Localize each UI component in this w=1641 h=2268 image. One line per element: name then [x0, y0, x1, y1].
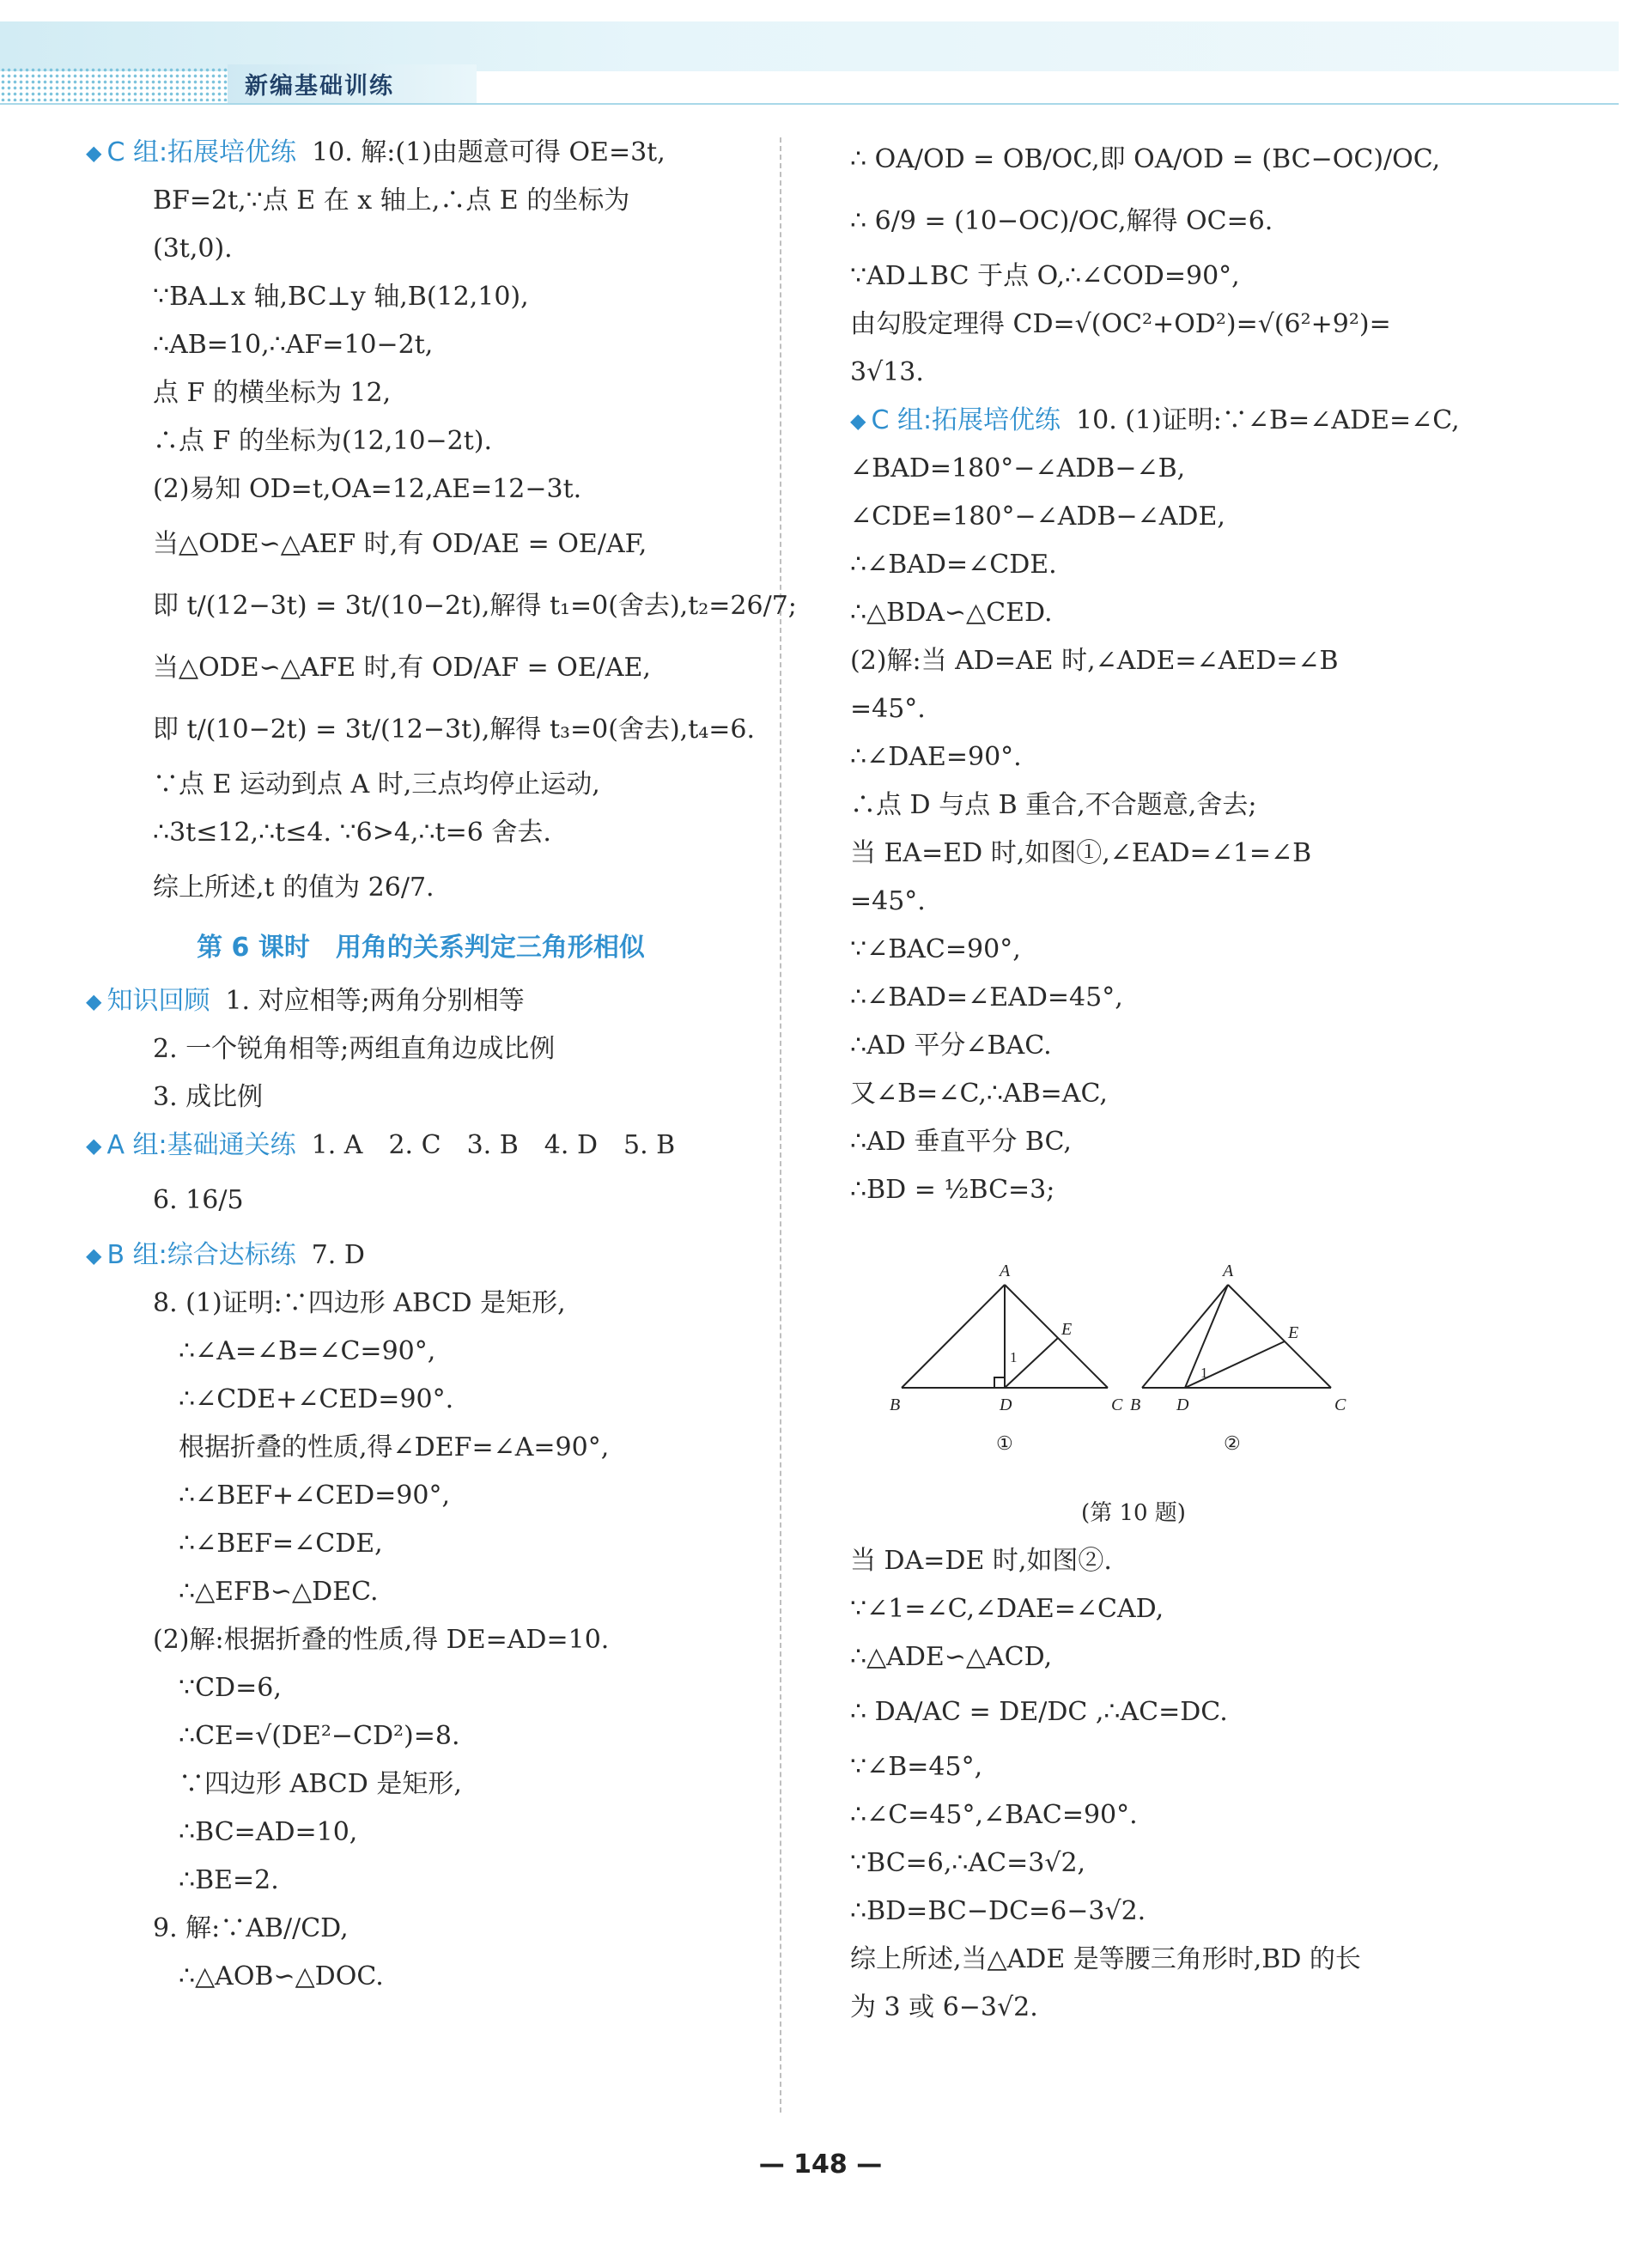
section-badge-label: C 组:拓展培优练: [106, 137, 297, 167]
answer-text: ∴∠C=45°,∠BAC=90°.: [850, 1800, 1138, 1830]
answer-line: [86, 417, 756, 465]
answer-line: [86, 514, 756, 575]
left-column: [86, 129, 797, 2001]
fig1-side-ab: [902, 1285, 1005, 1388]
answer-line: [850, 1791, 1468, 1839]
answer-text: ∴BD = ½BC=3;: [850, 1175, 1055, 1205]
answer-text: ∴BE=2.: [179, 1865, 279, 1895]
answer-text: ∴AD 平分∠BAC.: [850, 1031, 1052, 1061]
answer-text: ∵CD=6,: [179, 1673, 282, 1703]
answer-line: [850, 397, 1468, 445]
answer-line: [850, 1633, 1468, 1681]
answer-line: [86, 575, 797, 637]
lesson-title: 第 6 课时 用角的关系判定三角形相似: [197, 933, 645, 963]
answer-text: 根据折叠的性质,得∠DEF=∠A=90°,: [179, 1432, 610, 1462]
answer-line: [850, 1118, 1468, 1166]
answer-line: [86, 1664, 756, 1712]
answer-line: [850, 349, 1468, 397]
answer-text: 综上所述,当△ADE 是等腰三角形时,BD 的长: [850, 1944, 1361, 1974]
fig1-label-a: A: [1000, 1262, 1011, 1280]
answer-line: [86, 637, 756, 699]
answer-text: 7. D: [311, 1240, 365, 1270]
fig2-label-e: E: [1288, 1323, 1299, 1342]
answer-text: 点 F 的横坐标为 12,: [153, 378, 392, 408]
answer-line: [86, 1616, 756, 1664]
answer-text: 9. 解:∵AB//CD,: [153, 1913, 349, 1943]
answer-text: ∴AB=10,∴AF=10−2t,: [153, 330, 434, 360]
fig2-number: ②: [1224, 1432, 1241, 1454]
figure-caption: (第 10 题): [1081, 1500, 1186, 1526]
answer-line: [86, 1520, 756, 1568]
answer-text: 当△ODE∽△AEF 时,有 OD/AE = OE/AF,: [153, 529, 647, 559]
section-badge-label: A 组:基础通关练: [106, 1130, 296, 1160]
answer-line: [850, 1743, 1468, 1791]
answer-line: [850, 541, 1468, 589]
answer-line: [86, 1025, 756, 1073]
left-answer-block-2: [86, 977, 756, 2001]
answer-text: ∴∠A=∠B=∠C=90°,: [179, 1336, 436, 1366]
section-badge-label: 知识回顾: [106, 986, 210, 1016]
answer-text: ∴∠BAD=∠CDE.: [850, 550, 1057, 580]
answer-line: [850, 301, 1468, 349]
answer-line: [850, 1022, 1468, 1070]
fig2-angle-label: 1: [1200, 1365, 1208, 1381]
answer-line: [86, 1122, 756, 1170]
answer-line: [86, 1568, 756, 1616]
diamond-icon: ◆: [86, 1243, 102, 1268]
right-answer-block-1: [850, 129, 1468, 1214]
answer-text: =45°.: [850, 694, 926, 724]
answer-line: [850, 1070, 1468, 1118]
fig1-label-c: C: [1111, 1395, 1123, 1414]
answer-text: ∴点 D 与点 B 重合,不合题意,舍去;: [850, 790, 1257, 820]
answer-line: [86, 1472, 756, 1520]
page-number: — 148 —: [758, 2149, 883, 2180]
section-badge-label: C 组:拓展培优练: [871, 405, 1061, 435]
answer-text: ∴3t≤12,∴t≤4. ∵6>4,∴t=6 舍去.: [153, 818, 551, 848]
fig1-label-e: E: [1061, 1320, 1073, 1339]
answer-line: [86, 273, 756, 321]
answer-line: [850, 1984, 1468, 2032]
answer-text: ∴∠BAD=∠EAD=45°,: [850, 982, 1123, 1012]
answer-line: [850, 685, 1468, 733]
answer-text: ∴△EFB∽△DEC.: [179, 1577, 379, 1607]
answer-line: [86, 177, 756, 225]
answer-text: ∴AD 垂直平分 BC,: [850, 1127, 1072, 1157]
answer-text: ∵点 E 运动到点 A 时,三点均停止运动,: [153, 769, 600, 800]
figure-1: [902, 1285, 1108, 1388]
answer-line: [850, 191, 1468, 252]
answer-line: [86, 1857, 756, 1905]
header-dot-pattern: [0, 67, 228, 101]
answer-text: ∴点 F 的坐标为(12,10−2t).: [153, 426, 492, 456]
answer-line: [850, 1166, 1468, 1214]
fig2-label-d: D: [1176, 1395, 1189, 1414]
answer-line: [850, 1888, 1468, 1936]
answer-text: ∴CE=√(DE²−CD²)=8.: [179, 1721, 460, 1751]
answer-line: [850, 589, 1468, 637]
fig1-right-angle-mark: [994, 1377, 1005, 1388]
answer-text: ∵∠B=45°,: [850, 1752, 983, 1782]
section-badge-label: B 组:综合达标练: [106, 1240, 296, 1270]
answer-text: 1. 对应相等;两角分别相等: [225, 986, 525, 1016]
answer-text: ∴∠DAE=90°.: [850, 742, 1022, 772]
answer-text: 8. (1)证明:∵四边形 ABCD 是矩形,: [153, 1288, 566, 1318]
right-column: [850, 129, 1468, 2032]
answer-text: 当△ODE∽△AFE 时,有 OD/AF = OE/AE,: [153, 653, 651, 683]
answer-line: [86, 1231, 756, 1280]
answer-text: 10. 解:(1)由题意可得 OE=3t,: [312, 137, 666, 167]
answer-text: ∠BAD=180°−∠ADB−∠B,: [850, 453, 1186, 483]
fig2-label-a: A: [1223, 1262, 1234, 1280]
answer-text: 2. 一个锐角相等;两组直角边成比例: [153, 1034, 556, 1064]
fig1-angle-label: 1: [1010, 1349, 1018, 1365]
answer-text: 即 t/(10−2t) = 3t/(12−3t),解得 t₃=0(舍去),t₄=6.: [153, 714, 756, 745]
answer-text: (2)易知 OD=t,OA=12,AE=12−3t.: [153, 474, 582, 504]
answer-line: [86, 369, 756, 417]
section-badge: [850, 397, 1061, 445]
header-rule: [0, 103, 1619, 105]
section-badge: [86, 129, 296, 177]
answer-line: [850, 252, 1468, 301]
answer-line: [86, 1170, 756, 1231]
diamond-icon: ◆: [86, 141, 102, 165]
answer-line: [850, 1585, 1468, 1633]
diamond-icon: ◆: [86, 989, 102, 1013]
fig2-side-ab: [1142, 1285, 1228, 1388]
right-answer-block-2: [850, 1537, 1468, 2032]
answer-line: [86, 1280, 756, 1328]
fig2-label-c: C: [1334, 1395, 1346, 1414]
column-divider: [780, 137, 781, 2113]
answer-text: ∵BC=6,∴AC=3√2,: [850, 1848, 1086, 1878]
left-answer-block-1: [86, 129, 797, 919]
answer-text: ∵四边形 ABCD 是矩形,: [179, 1769, 462, 1799]
answer-text: ∴∠BEF+∠CED=90°,: [179, 1481, 451, 1511]
answer-text: ∴△AOB∽△DOC.: [179, 1961, 384, 1991]
answer-text: ∴△BDA∽△CED.: [850, 598, 1053, 628]
answer-line: [86, 809, 756, 857]
answer-line: [850, 878, 1468, 926]
answer-line: [850, 445, 1468, 493]
answer-text: ∠CDE=180°−∠ADB−∠ADE,: [850, 502, 1225, 532]
answer-line: [86, 465, 756, 514]
answer-line: [86, 1953, 756, 2001]
answer-text: 10. (1)证明:∵∠B=∠ADE=∠C,: [1076, 405, 1460, 435]
answer-line: [86, 225, 756, 273]
answer-text: ∵∠1=∠C,∠DAE=∠CAD,: [850, 1594, 1164, 1624]
answer-text: ∴ DA/AC = DE/DC ,∴AC=DC.: [850, 1697, 1228, 1727]
answer-text: (2)解:当 AD=AE 时,∠ADE=∠AED=∠B: [850, 646, 1339, 676]
section-badge: [86, 1122, 296, 1170]
answer-text: ∵∠BAC=90°,: [850, 934, 1021, 964]
diamond-icon: ◆: [850, 409, 866, 433]
answer-text: 当 EA=ED 时,如图①,∠EAD=∠1=∠B: [850, 838, 1312, 868]
answer-text: =45°.: [850, 886, 926, 916]
answer-line: [850, 974, 1468, 1022]
fig2-label-b: B: [1130, 1395, 1141, 1414]
figure-2: [1142, 1285, 1331, 1388]
answer-text: 为 3 或 6−3√2.: [850, 1992, 1038, 2022]
answer-line: [850, 1839, 1468, 1888]
answer-line: [86, 1073, 756, 1122]
answer-line: [850, 637, 1468, 685]
fig2-side-ac: [1228, 1285, 1331, 1388]
answer-text: (2)解:根据折叠的性质,得 DE=AD=10.: [153, 1625, 610, 1655]
answer-text: 3. 成比例: [153, 1082, 264, 1112]
answer-line: [86, 761, 756, 809]
answer-line: [86, 1424, 756, 1472]
answer-text: ∴ OA/OD = OB/OC,即 OA/OD = (BC−OC)/OC,: [850, 144, 1441, 174]
answer-text: 综上所述,t 的值为 26/7.: [153, 873, 435, 903]
answer-line: [850, 493, 1468, 541]
answer-line: [86, 1760, 756, 1809]
answer-line: [850, 830, 1468, 878]
fig1-number: ①: [996, 1432, 1013, 1454]
section-badge: [86, 977, 210, 1025]
answer-text: ∵AD⊥BC 于点 O,∴∠COD=90°,: [850, 261, 1240, 291]
answer-line: [86, 1712, 756, 1760]
answer-line: [850, 1681, 1468, 1743]
answer-text: 1. A 2. C 3. B 4. D 5. B: [311, 1130, 676, 1160]
answer-line: [86, 977, 756, 1025]
answer-line: [850, 926, 1468, 974]
answer-line: [86, 1376, 756, 1424]
answer-text: ∴∠CDE+∠CED=90°.: [179, 1384, 454, 1414]
answer-line: [86, 129, 756, 177]
answer-text: 6. 16/5: [153, 1185, 244, 1215]
fig1-label-d: D: [1000, 1395, 1012, 1414]
answer-text: ∴BD=BC−DC=6−3√2.: [850, 1896, 1146, 1926]
answer-line: [86, 1809, 756, 1857]
answer-text: ∴BC=AD=10,: [179, 1817, 358, 1847]
answer-line: [850, 1537, 1468, 1585]
answer-text: ∵BA⊥x 轴,BC⊥y 轴,B(12,10),: [153, 282, 529, 312]
answer-line: [850, 129, 1468, 191]
answer-text: 即 t/(12−3t) = 3t/(10−2t),解得 t₁=0(舍去),t₂=26/7;: [153, 591, 797, 621]
answer-line: [850, 1936, 1468, 1984]
answer-line: [86, 1328, 756, 1376]
answer-text: 又∠B=∠C,∴AB=AC,: [850, 1079, 1108, 1109]
fig1-label-b: B: [890, 1395, 901, 1414]
answer-line: [86, 321, 756, 369]
answer-text: BF=2t,∵点 E 在 x 轴上,∴点 E 的坐标为: [153, 185, 630, 216]
answer-text: ∴ 6/9 = (10−OC)/OC,解得 OC=6.: [850, 206, 1273, 236]
answer-text: ∴∠BEF=∠CDE,: [179, 1529, 383, 1559]
answer-line: [86, 699, 756, 761]
answer-text: ∴△ADE∽△ACD,: [850, 1642, 1053, 1672]
diamond-icon: ◆: [86, 1134, 102, 1158]
header-title: 新编基础训练: [245, 73, 394, 100]
question-10-figure: [876, 1225, 1357, 1482]
answer-text: (3t,0).: [153, 234, 233, 264]
answer-line: [86, 1905, 756, 1953]
answer-line: [850, 781, 1468, 830]
answer-line: [850, 733, 1468, 781]
answer-text: 由勾股定理得 CD=√(OC²+OD²)=√(6²+9²)=: [850, 309, 1391, 339]
answer-text: 3√13.: [850, 357, 924, 387]
answer-line: [86, 857, 756, 919]
section-badge: [86, 1231, 296, 1280]
answer-text: 当 DA=DE 时,如图②.: [850, 1546, 1112, 1576]
